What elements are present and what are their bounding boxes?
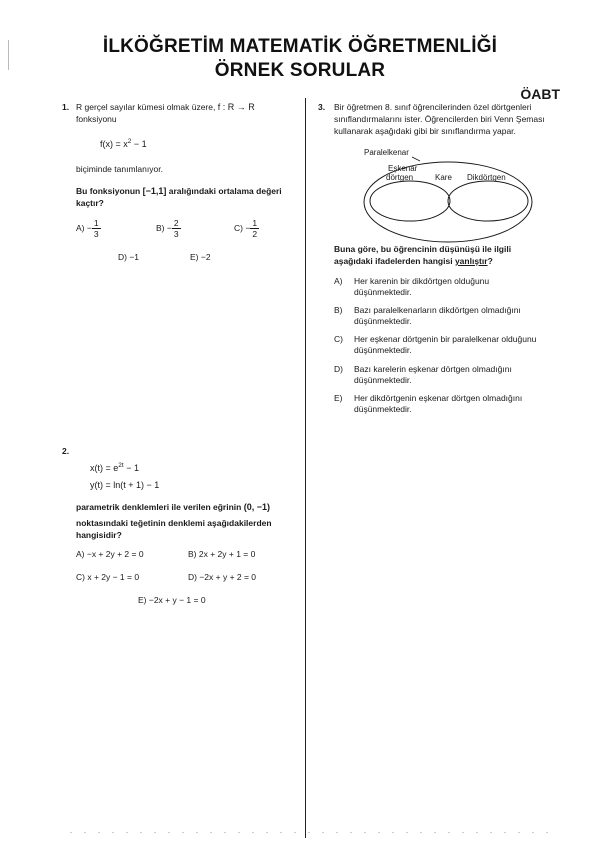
q1-option-b-label: B) xyxy=(156,222,165,233)
q3-option-b-label: B) xyxy=(334,305,343,315)
q2-point: (0, −1) xyxy=(243,502,270,512)
q3-option-e-line1: Her dikdörtgenin eşkenar dörtgen olmadığını xyxy=(354,393,523,403)
q1-question-part1: Bu fonksiyonun xyxy=(76,186,141,196)
page-title-line2: ÖRNEK SORULAR xyxy=(214,60,386,81)
q1-number: 1. xyxy=(62,102,70,112)
q1-formula-exp: 2 xyxy=(127,138,132,145)
q2-number: 2. xyxy=(62,446,70,456)
q1-option-d[interactable]: D) −1 xyxy=(118,252,140,262)
venn-outer-pointer xyxy=(412,157,420,161)
q1-option-b[interactable]: B) − $\frac{2}{3}$ xyxy=(156,218,179,239)
venn-rhombus-ellipse xyxy=(370,181,450,221)
q2-option-d[interactable]: D) −2x + y + 2 = 0 xyxy=(188,572,257,582)
q2-eq1-rhs: − 1 xyxy=(123,463,139,473)
footer-dotted-line xyxy=(70,832,550,833)
q3-option-c-line2: düşünmektedir. xyxy=(354,345,412,355)
q2-option-a[interactable]: A) −x + 2y + 2 = 0 xyxy=(76,549,144,559)
venn-label-rhombus-2: dörtgen xyxy=(386,173,414,182)
q2-option-c[interactable]: C) x + 2y − 1 = 0 xyxy=(76,572,140,582)
venn-rectangle-ellipse xyxy=(448,181,528,221)
q1-intro-text: R gerçel sayılar kümesi olmak üzere, xyxy=(76,102,216,112)
q2-question-line3: hangisidir? xyxy=(76,530,122,540)
q3-option-d-label: D) xyxy=(334,364,343,374)
q3-question-line1: Buna göre, bu öğrencinin düşünüşü ile ilgili xyxy=(334,244,512,254)
q1-formula-lhs: f(x) = x xyxy=(100,139,128,149)
q2-equation-y: y(t) = ln(t + 1) − 1 xyxy=(90,480,160,490)
q1-option-b-fraction xyxy=(172,218,181,239)
q3-question-line2 xyxy=(334,256,493,267)
page-title-line1: İLKÖĞRETİM MATEMATİK ÖĞRETMENLİĞİ xyxy=(102,36,498,57)
q2-eq1-lhs: x(t) = e xyxy=(90,463,119,473)
q1-option-c-fraction xyxy=(250,218,259,239)
q1-formula xyxy=(100,138,147,149)
q1-option-c-den: 2 xyxy=(252,229,258,239)
q3-intro-line3: kullanarak aşağıdaki gibi bir sınıflandırma yapar. xyxy=(334,126,516,136)
q3-number: 3. xyxy=(318,102,326,112)
q1-option-a[interactable]: A) − $\frac{1}{3}$ xyxy=(76,218,99,239)
q1-interval: [−1,1] xyxy=(142,186,167,196)
q2-equation-x xyxy=(90,462,139,473)
q1-option-b-den: 3 xyxy=(173,229,179,239)
venn-label-rhombus-1: Eşkenar xyxy=(388,164,418,173)
q1-question-line1 xyxy=(76,186,282,197)
q1-question-line2: kaçtır? xyxy=(76,198,104,208)
venn-diagram xyxy=(350,144,550,244)
venn-label-rectangle: Dikdörtgen xyxy=(467,173,506,182)
q3-option-a-line2: düşünmektedir. xyxy=(354,287,412,297)
q3-question-end: ? xyxy=(487,256,493,266)
q1-option-c[interactable]: C) − $\frac{1}{2}$ xyxy=(234,218,258,239)
q1-option-a-den: 3 xyxy=(93,229,99,239)
q3-question-text2: aşağıdaki ifadelerden hangisi xyxy=(334,256,453,266)
q2-question-line2: noktasındaki teğetinin denklemi aşağıdakilerden xyxy=(76,518,272,528)
venn-label-square: Kare xyxy=(435,173,452,182)
q1-question-part2: aralığındaki ortalama değeri xyxy=(168,186,282,196)
q3-option-e-label: E) xyxy=(334,393,343,403)
q1-intro-line1 xyxy=(76,102,255,113)
q2-question-line1 xyxy=(76,502,270,513)
q1-option-c-label: C) xyxy=(234,222,243,233)
exam-code: ÖABT xyxy=(520,86,560,102)
q3-question-emphasis: yanlıştır xyxy=(454,256,488,266)
q3-intro-line1: Bir öğretmen 8. sınıf öğrencilerinden özel dörtgenleri xyxy=(334,102,532,112)
q1-formula-rhs: − 1 xyxy=(131,139,147,149)
q3-option-d-line2: düşünmektedir. xyxy=(354,375,412,385)
q1-func-decl: f : R → R xyxy=(217,102,255,112)
q1-option-a-label: A) xyxy=(76,222,85,233)
q3-option-c-line1: Her eşkenar dörtgenin bir paralelkenar olduğunu xyxy=(354,334,537,344)
q1-option-e[interactable]: E) −2 xyxy=(190,252,211,262)
q2-option-e[interactable]: E) −2x + y − 1 = 0 xyxy=(138,595,206,605)
q1-option-c-num: 1 xyxy=(252,218,258,228)
q1-option-a-num: 1 xyxy=(93,218,99,228)
q2-question-text1: parametrik denklemleri ile verilen eğrinin xyxy=(76,502,242,512)
q2-eq1-exp: 2t xyxy=(118,462,124,469)
q1-option-a-fraction xyxy=(92,218,101,239)
q2-option-b[interactable]: B) 2x + 2y + 1 = 0 xyxy=(188,549,256,559)
q1-option-b-num: 2 xyxy=(173,218,179,228)
q3-option-d-line1: Bazı karelerin eşkenar dörtgen olmadığını xyxy=(354,364,512,374)
q3-option-b-line2: düşünmektedir. xyxy=(354,316,412,326)
column-divider xyxy=(305,98,306,838)
venn-label-parallelogram: Paralelkenar xyxy=(364,148,409,157)
q3-option-c-label: C) xyxy=(334,334,343,344)
q3-option-e-line2: düşünmektedir. xyxy=(354,404,412,414)
q3-option-a-line1: Her karenin bir dikdörtgen olduğunu xyxy=(354,276,490,286)
q1-defined: biçiminde tanımlanıyor. xyxy=(76,164,163,174)
q1-intro-line2: fonksiyonu xyxy=(76,114,117,124)
q3-intro-line2: sınıflandırmalarını ister. Öğrencilerden biri Venn Şeması xyxy=(334,114,545,124)
q3-option-a-label: A) xyxy=(334,276,343,286)
q3-option-b-line1: Bazı paralelkenarların dikdörtgen olmadığını xyxy=(354,305,521,315)
